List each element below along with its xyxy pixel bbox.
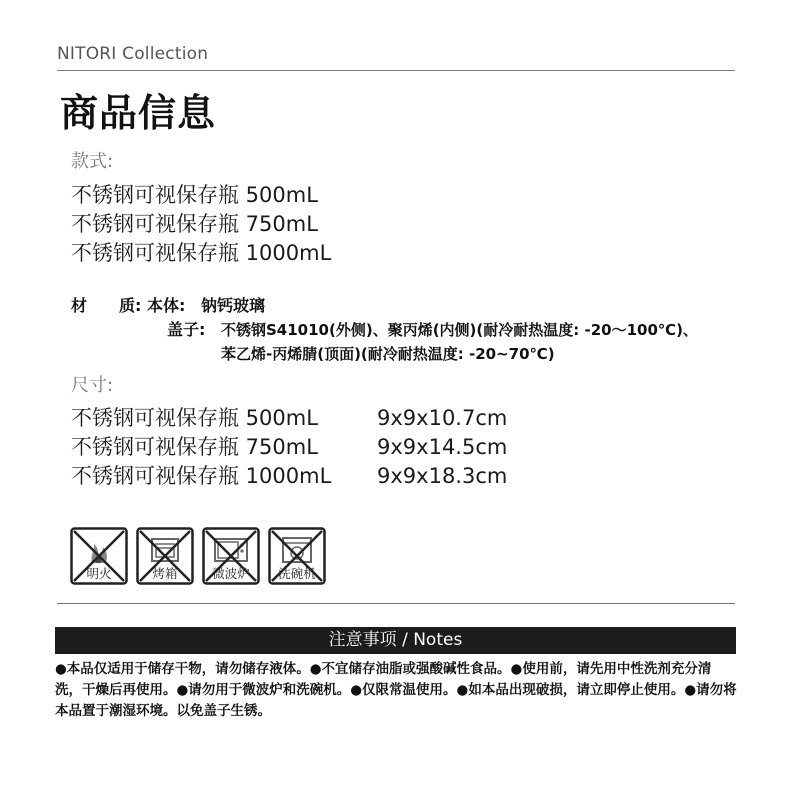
material-row	[71, 294, 698, 318]
styles-list	[71, 181, 331, 268]
care-label: 明火	[86, 566, 112, 581]
no-oven-icon	[136, 527, 194, 585]
dimensions-label: 尺寸:	[71, 375, 114, 396]
care-label: 洗碗机	[278, 566, 316, 581]
dimension-size: 9x9x10.7cm	[377, 406, 508, 430]
material-label: 材 质:	[71, 296, 142, 315]
dimension-name: 不锈钢可视保存瓶 1000mL	[71, 464, 332, 488]
section-divider	[57, 603, 735, 604]
no-direct-fire-icon	[70, 527, 128, 585]
care-label: 微波炉	[212, 566, 250, 581]
style-item: 不锈钢可视保存瓶 750mL	[71, 212, 318, 236]
no-microwave-icon	[202, 527, 260, 585]
styles-label: 款式:	[71, 151, 114, 172]
dimensions-list	[71, 404, 507, 491]
notes-header: 注意事项 / Notes	[55, 627, 736, 654]
dimension-name: 不锈钢可视保存瓶 750mL	[71, 435, 318, 459]
material-sub-label: 本体:	[147, 296, 186, 315]
care-icons	[70, 527, 326, 585]
material-row	[71, 318, 698, 342]
no-dishwasher-icon	[268, 527, 326, 585]
brand-name: NITORI Collection	[57, 44, 209, 64]
material-row	[71, 342, 698, 366]
material-sub-label: 盖子:	[167, 320, 206, 339]
dimension-row	[71, 404, 507, 433]
dimension-row	[71, 462, 507, 491]
style-item: 不锈钢可视保存瓶 500mL	[71, 183, 318, 207]
material-text: 钠钙玻璃	[201, 296, 266, 315]
page-title: 商品信息	[60, 91, 217, 135]
notes-text: ●本品仅适用于储存干物，请勿储存液体。●不宜储存油脂或强酸碱性食品。●使用前，请先用中性洗剂充分清洗，干燥后再使用。●请勿用于微波炉和洗碗机。●仅限常温使用。●如本品出现破损，请立即停止使用。●请勿将本品置于潮湿环境。以免盖子生锈。	[55, 661, 737, 719]
dimension-name: 不锈钢可视保存瓶 500mL	[71, 406, 318, 430]
dimension-size: 9x9x18.3cm	[377, 464, 508, 488]
dimension-size: 9x9x14.5cm	[377, 435, 508, 459]
style-item: 不锈钢可视保存瓶 1000mL	[71, 241, 332, 265]
care-label: 烤箱	[152, 566, 178, 581]
material-text: 苯乙烯-丙烯腈(顶面)(耐冷耐热温度: -20~70℃)	[221, 345, 555, 363]
dimension-row	[71, 433, 507, 462]
top-divider	[57, 70, 735, 71]
material-section	[71, 294, 698, 366]
material-text: 不锈钢S41010(外侧)、聚丙烯(内侧)(耐冷耐热温度: -20～100℃)、	[221, 321, 698, 339]
